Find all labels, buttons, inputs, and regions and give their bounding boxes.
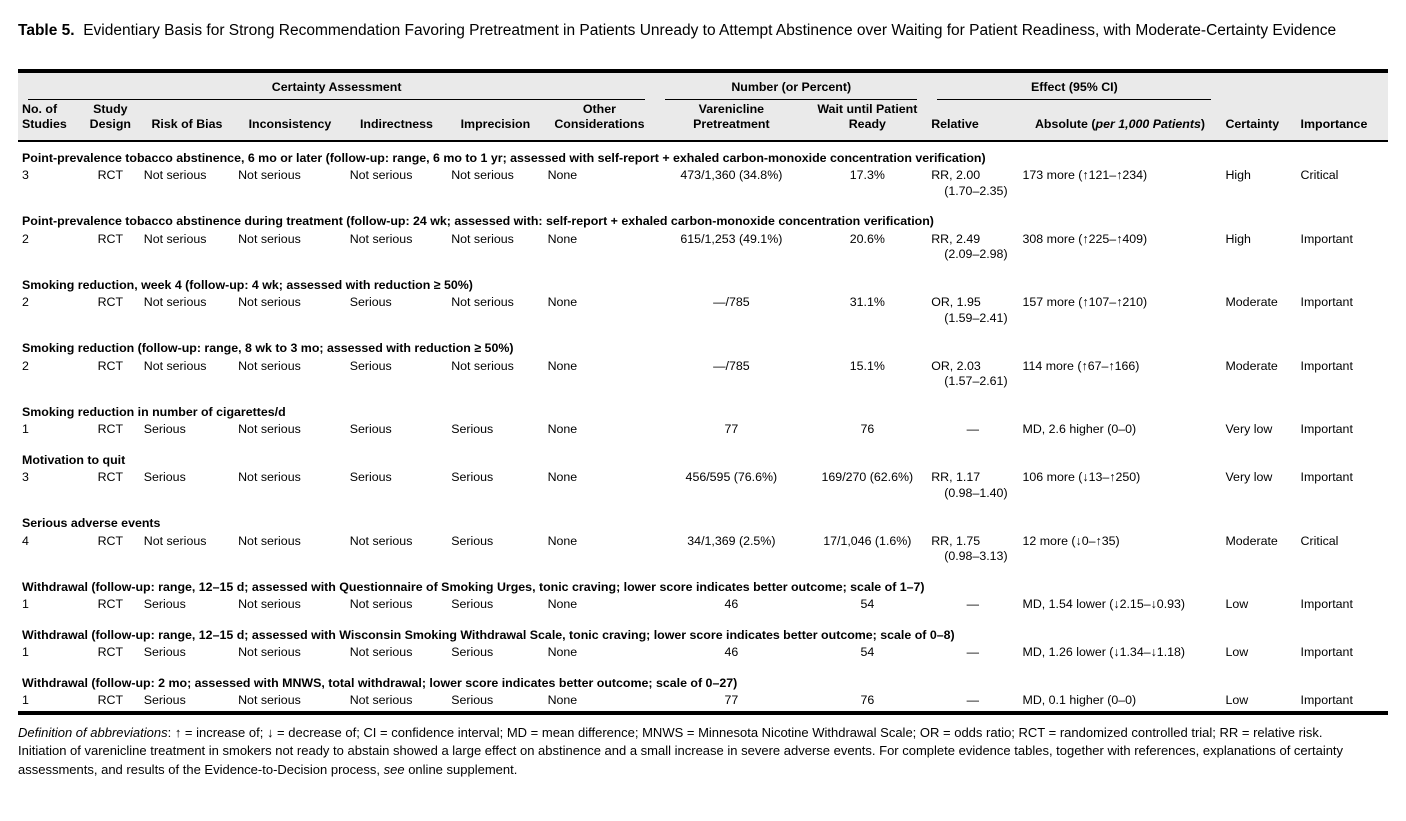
relative-estimate: — bbox=[966, 693, 980, 708]
cell-imprecision: Serious bbox=[451, 693, 494, 708]
cell-wait-until-patient-ready: 20.6% bbox=[849, 231, 885, 246]
cell-imprecision: Not serious bbox=[451, 295, 514, 310]
table-title bbox=[18, 20, 1388, 41]
relative-estimate: — bbox=[966, 422, 980, 437]
cell-importance: Important bbox=[1300, 295, 1353, 310]
cell-varenicline-pretreatment: 34/1,369 (2.5%) bbox=[687, 533, 776, 548]
cell-certainty: Low bbox=[1225, 597, 1249, 612]
cell-certainty: Low bbox=[1225, 645, 1249, 660]
relative-ci: (0.98–3.13) bbox=[944, 549, 1008, 564]
cell-indirectness: Not serious bbox=[349, 533, 413, 548]
cell-certainty: Very low bbox=[1225, 470, 1273, 485]
cell-relative bbox=[927, 534, 1018, 567]
outcome-title: Smoking reduction, week 4 (follow-up: 4 wk; assessed with reduction ≥ 50%) bbox=[22, 277, 473, 292]
cell-wait-until-patient-ready: 54 bbox=[860, 645, 875, 660]
cell-study-design: RCT bbox=[97, 533, 124, 548]
col-header-inconsistency: Inconsistency bbox=[248, 116, 332, 131]
col-header-certainty: Certainty bbox=[1225, 116, 1280, 131]
cell-other-considerations: None bbox=[547, 231, 578, 246]
cell-risk-of-bias: Not serious bbox=[143, 358, 207, 373]
cell-risk-of-bias: Not serious bbox=[143, 533, 207, 548]
table-row bbox=[18, 168, 1388, 201]
cell-importance: Critical bbox=[1300, 533, 1339, 548]
table-number-label: Table 5. bbox=[18, 22, 75, 39]
relative-estimate: RR, 2.49 bbox=[931, 231, 981, 246]
table-row bbox=[18, 359, 1388, 392]
table-row bbox=[18, 295, 1388, 328]
cell-wait-until-patient-ready: 31.1% bbox=[849, 295, 885, 310]
cell-indirectness: Not serious bbox=[349, 693, 413, 708]
cell-no-studies: 1 bbox=[22, 645, 29, 660]
group-certainty-label: Certainty Assessment bbox=[28, 80, 645, 99]
table-row bbox=[18, 232, 1388, 265]
table-row bbox=[18, 597, 1388, 615]
cell-imprecision: Not serious bbox=[451, 231, 514, 246]
cell-varenicline-pretreatment: 615/1,253 (49.1%) bbox=[680, 231, 783, 246]
cell-risk-of-bias: Serious bbox=[143, 470, 186, 485]
table-row bbox=[18, 693, 1388, 713]
cell-no-studies: 1 bbox=[22, 693, 29, 708]
relative-ci: (1.57–2.61) bbox=[944, 374, 1008, 389]
cell-no-studies: 1 bbox=[22, 597, 29, 612]
cell-importance: Important bbox=[1300, 422, 1353, 437]
group-certainty-assessment bbox=[18, 71, 655, 99]
col-header-wait-until-patient-ready: Wait until Patient Ready bbox=[817, 101, 918, 131]
cell-other-considerations: None bbox=[547, 693, 578, 708]
abbreviations-note-label: Definition of abbreviations bbox=[18, 724, 168, 740]
cell-certainty: Moderate bbox=[1225, 295, 1278, 310]
relative-estimate: RR, 1.75 bbox=[931, 533, 981, 548]
column-header-row bbox=[18, 100, 1388, 141]
col-header-relative: Relative bbox=[931, 116, 979, 131]
cell-wait-until-patient-ready: 17.3% bbox=[849, 168, 885, 183]
col-header-study-design: Study Design bbox=[89, 101, 131, 131]
cell-relative bbox=[927, 693, 1018, 713]
cell-varenicline-pretreatment: —/785 bbox=[713, 358, 750, 373]
cell-other-considerations: None bbox=[547, 295, 578, 310]
absolute-label-suffix: ) bbox=[1200, 116, 1206, 131]
cell-absolute: MD, 1.26 lower (↓1.34–↓1.18) bbox=[1022, 645, 1186, 660]
cell-relative bbox=[927, 359, 1018, 392]
outcome-section-row bbox=[18, 201, 1388, 232]
cell-study-design: RCT bbox=[97, 422, 124, 437]
col-header-risk-of-bias: Risk of Bias bbox=[151, 116, 223, 131]
cell-relative bbox=[927, 470, 1018, 503]
cell-absolute: 173 more (↑121–↑234) bbox=[1022, 168, 1148, 183]
table-row bbox=[18, 645, 1388, 663]
cell-other-considerations: None bbox=[547, 533, 578, 548]
cell-certainty: High bbox=[1225, 231, 1251, 246]
cell-certainty: Moderate bbox=[1225, 358, 1278, 373]
cell-study-design: RCT bbox=[97, 358, 124, 373]
cell-absolute: MD, 1.54 lower (↓2.15–↓0.93) bbox=[1022, 597, 1186, 612]
cell-risk-of-bias: Not serious bbox=[143, 231, 207, 246]
cell-inconsistency: Not serious bbox=[238, 295, 301, 310]
col-header-absolute bbox=[1019, 100, 1222, 141]
outcome-title: Withdrawal (follow-up: range, 12–15 d; assessed with Wisconsin Smoking Withdrawal Scale, tonic craving; lower score indicates better outcome; scale of 0–8) bbox=[22, 627, 955, 642]
outcome-title: Smoking reduction in number of cigarettes/d bbox=[22, 404, 286, 419]
cell-absolute: 114 more (↑67–↑166) bbox=[1022, 358, 1140, 373]
cell-importance: Critical bbox=[1300, 168, 1339, 183]
table-body bbox=[18, 141, 1388, 713]
cell-risk-of-bias: Not serious bbox=[143, 168, 207, 183]
outcome-section-row bbox=[18, 567, 1388, 598]
cell-risk-of-bias: Serious bbox=[143, 597, 186, 612]
relative-estimate: — bbox=[966, 645, 980, 660]
table-row bbox=[18, 470, 1388, 503]
cell-indirectness: Serious bbox=[349, 470, 392, 485]
cell-no-studies: 3 bbox=[22, 470, 29, 485]
cell-importance: Important bbox=[1300, 645, 1353, 660]
cell-inconsistency: Not serious bbox=[238, 168, 301, 183]
cell-importance: Important bbox=[1300, 693, 1353, 708]
cell-study-design: RCT bbox=[97, 645, 124, 660]
col-header-no-studies: No. of Studies bbox=[22, 101, 67, 131]
cell-other-considerations: None bbox=[547, 470, 578, 485]
cell-varenicline-pretreatment: 46 bbox=[724, 645, 739, 660]
outcome-title: Withdrawal (follow-up: 2 mo; assessed with MNWS, total withdrawal; lower score indicates better outcome; scale of 0–27) bbox=[22, 675, 738, 690]
table-row bbox=[18, 534, 1388, 567]
cell-varenicline-pretreatment: 77 bbox=[724, 693, 739, 708]
cell-indirectness: Not serious bbox=[349, 597, 413, 612]
absolute-label-italic: per 1,000 Patients bbox=[1095, 116, 1201, 131]
cell-inconsistency: Not serious bbox=[238, 358, 301, 373]
col-header-other-considerations: Other Considerations bbox=[554, 101, 645, 131]
cell-study-design: RCT bbox=[97, 231, 124, 246]
cell-absolute: 106 more (↓13–↑250) bbox=[1022, 470, 1141, 485]
cell-absolute: MD, 0.1 higher (0–0) bbox=[1022, 693, 1137, 708]
cell-varenicline-pretreatment: —/785 bbox=[713, 295, 750, 310]
outcome-title: Point-prevalence tobacco abstinence during treatment (follow-up: 24 wk; assessed with: self-report + exhaled carbon-monoxide concentration verification) bbox=[22, 214, 934, 229]
cell-relative bbox=[927, 645, 1018, 663]
summary-note-see: see bbox=[383, 761, 405, 777]
relative-ci: (1.59–2.41) bbox=[944, 310, 1008, 325]
relative-estimate: — bbox=[966, 597, 980, 612]
cell-no-studies: 2 bbox=[22, 295, 29, 310]
cell-relative bbox=[927, 232, 1018, 265]
cell-study-design: RCT bbox=[97, 693, 124, 708]
cell-other-considerations: None bbox=[547, 168, 578, 183]
outcome-section-row bbox=[18, 392, 1388, 423]
cell-indirectness: Serious bbox=[349, 295, 392, 310]
relative-ci: (1.70–2.35) bbox=[944, 183, 1008, 198]
cell-varenicline-pretreatment: 46 bbox=[724, 597, 739, 612]
cell-other-considerations: None bbox=[547, 358, 578, 373]
cell-inconsistency: Not serious bbox=[238, 422, 301, 437]
cell-study-design: RCT bbox=[97, 168, 124, 183]
outcome-section-row bbox=[18, 663, 1388, 694]
cell-indirectness: Not serious bbox=[349, 168, 413, 183]
cell-relative bbox=[927, 295, 1018, 328]
cell-study-design: RCT bbox=[97, 295, 124, 310]
cell-inconsistency: Not serious bbox=[238, 693, 301, 708]
cell-other-considerations: None bbox=[547, 597, 578, 612]
cell-indirectness: Serious bbox=[349, 358, 392, 373]
cell-wait-until-patient-ready: 169/270 (62.6%) bbox=[821, 470, 914, 485]
outcome-title: Point-prevalence tobacco abstinence, 6 mo or later (follow-up: range, 6 mo to 1 yr; assessed with self-report + exhaled carbon-monoxide concentration verification) bbox=[22, 150, 986, 165]
cell-absolute: 157 more (↑107–↑210) bbox=[1022, 295, 1148, 310]
table-row bbox=[18, 422, 1388, 440]
cell-other-considerations: None bbox=[547, 645, 578, 660]
footnotes bbox=[18, 724, 1388, 779]
outcome-section-row bbox=[18, 328, 1388, 359]
cell-relative bbox=[927, 422, 1018, 440]
cell-no-studies: 2 bbox=[22, 358, 29, 373]
cell-importance: Important bbox=[1300, 470, 1353, 485]
cell-importance: Important bbox=[1300, 358, 1353, 373]
cell-wait-until-patient-ready: 17/1,046 (1.6%) bbox=[823, 533, 912, 548]
cell-risk-of-bias: Serious bbox=[143, 693, 186, 708]
group-number-or-percent bbox=[655, 71, 927, 99]
col-header-imprecision: Imprecision bbox=[460, 116, 531, 131]
cell-indirectness: Not serious bbox=[349, 231, 413, 246]
cell-inconsistency: Not serious bbox=[238, 470, 301, 485]
cell-wait-until-patient-ready: 54 bbox=[860, 597, 875, 612]
cell-no-studies: 1 bbox=[22, 422, 29, 437]
cell-risk-of-bias: Serious bbox=[143, 422, 186, 437]
col-header-indirectness: Indirectness bbox=[359, 116, 433, 131]
cell-relative bbox=[927, 597, 1018, 615]
cell-study-design: RCT bbox=[97, 597, 124, 612]
cell-importance: Important bbox=[1300, 597, 1353, 612]
cell-no-studies: 3 bbox=[22, 168, 29, 183]
summary-note-text: Initiation of varenicline treatment in smokers not ready to abstain showed a large effect on abstinence and a small increase in severe adverse events. For complete evidence tables, together with references, explanations of certainty assessments, and results of the Evidence-to-Decision process, bbox=[18, 743, 1344, 777]
cell-wait-until-patient-ready: 15.1% bbox=[849, 358, 885, 373]
cell-absolute: MD, 2.6 higher (0–0) bbox=[1022, 422, 1137, 437]
cell-relative bbox=[927, 168, 1018, 201]
cell-imprecision: Not serious bbox=[451, 358, 514, 373]
outcome-section-row bbox=[18, 503, 1388, 534]
cell-inconsistency: Not serious bbox=[238, 533, 301, 548]
cell-risk-of-bias: Serious bbox=[143, 645, 186, 660]
relative-estimate: RR, 1.17 bbox=[931, 470, 981, 485]
cell-inconsistency: Not serious bbox=[238, 597, 301, 612]
cell-certainty: Very low bbox=[1225, 422, 1273, 437]
absolute-label-prefix: Absolute ( bbox=[1034, 116, 1096, 131]
outcome-title: Serious adverse events bbox=[22, 516, 161, 531]
outcome-title: Motivation to quit bbox=[22, 452, 126, 467]
group-effect-label: Effect (95% CI) bbox=[937, 80, 1211, 99]
relative-estimate: RR, 2.00 bbox=[931, 168, 981, 183]
cell-inconsistency: Not serious bbox=[238, 645, 301, 660]
cell-varenicline-pretreatment: 77 bbox=[724, 422, 739, 437]
summary-note bbox=[18, 742, 1388, 779]
cell-imprecision: Serious bbox=[451, 422, 494, 437]
relative-ci: (0.98–1.40) bbox=[944, 485, 1008, 500]
cell-other-considerations: None bbox=[547, 422, 578, 437]
cell-risk-of-bias: Not serious bbox=[143, 295, 207, 310]
cell-imprecision: Serious bbox=[451, 597, 494, 612]
cell-wait-until-patient-ready: 76 bbox=[860, 693, 875, 708]
table-header bbox=[18, 71, 1388, 140]
cell-inconsistency: Not serious bbox=[238, 231, 301, 246]
cell-indirectness: Not serious bbox=[349, 645, 413, 660]
cell-no-studies: 2 bbox=[22, 231, 29, 246]
outcome-section-row bbox=[18, 265, 1388, 296]
cell-certainty: High bbox=[1225, 168, 1251, 183]
group-number-label: Number (or Percent) bbox=[665, 80, 917, 99]
cell-imprecision: Serious bbox=[451, 645, 494, 660]
cell-importance: Important bbox=[1300, 231, 1353, 246]
col-header-varenicline-pretreatment: Varenicline Pretreatment bbox=[693, 101, 770, 131]
cell-absolute: 12 more (↓0–↑35) bbox=[1022, 533, 1120, 548]
relative-estimate: OR, 2.03 bbox=[931, 358, 981, 373]
group-header-spacer bbox=[1221, 71, 1388, 99]
cell-study-design: RCT bbox=[97, 470, 124, 485]
relative-ci: (2.09–2.98) bbox=[944, 247, 1008, 262]
outcome-title: Withdrawal (follow-up: range, 12–15 d; assessed with Questionnaire of Smoking Urges, tonic craving; lower score indicates better outcome; scale of 1–7) bbox=[22, 579, 925, 594]
outcome-section-row bbox=[18, 615, 1388, 646]
outcome-section-row bbox=[18, 440, 1388, 471]
relative-estimate: OR, 1.95 bbox=[931, 295, 981, 310]
cell-certainty: Moderate bbox=[1225, 533, 1278, 548]
group-header-row bbox=[18, 71, 1388, 99]
abbreviations-note bbox=[18, 724, 1388, 742]
cell-imprecision: Serious bbox=[451, 470, 494, 485]
group-effect bbox=[927, 71, 1221, 99]
cell-absolute: 308 more (↑225–↑409) bbox=[1022, 231, 1148, 246]
summary-note-tail: online supplement. bbox=[404, 761, 518, 777]
cell-varenicline-pretreatment: 456/595 (76.6%) bbox=[685, 470, 778, 485]
cell-no-studies: 4 bbox=[22, 533, 29, 548]
col-header-importance: Importance bbox=[1300, 116, 1368, 131]
evidence-table bbox=[18, 69, 1388, 714]
cell-certainty: Low bbox=[1225, 693, 1249, 708]
cell-varenicline-pretreatment: 473/1,360 (34.8%) bbox=[680, 168, 783, 183]
outcome-section-row bbox=[18, 141, 1388, 169]
abbreviations-note-text: : ↑ = increase of; ↓ = decrease of; CI = confidence interval; MD = mean difference; MNWS = Minnesota Nicotine Withdrawal Scale; OR = odds ratio; RCT = randomized controlled trial; RR = relative risk. bbox=[167, 724, 1323, 740]
cell-indirectness: Serious bbox=[349, 422, 392, 437]
cell-imprecision: Serious bbox=[451, 533, 494, 548]
table-title-text: Evidentiary Basis for Strong Recommendation Favoring Pretreatment in Patients Unready to Attempt Abstinence over Waiting for Patient Readiness, with Moderate-Certainty Evidence bbox=[83, 22, 1337, 39]
cell-wait-until-patient-ready: 76 bbox=[860, 422, 875, 437]
outcome-title: Smoking reduction (follow-up: range, 8 wk to 3 mo; assessed with reduction ≥ 50%) bbox=[22, 341, 514, 356]
cell-imprecision: Not serious bbox=[451, 168, 514, 183]
